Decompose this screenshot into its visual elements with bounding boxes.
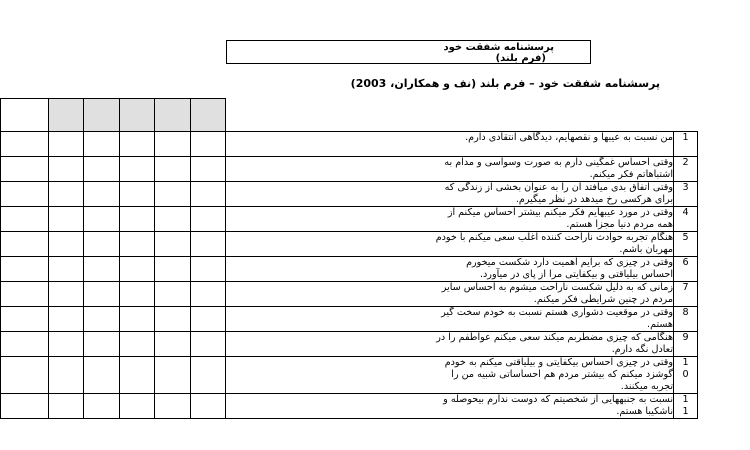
item-text-line: وقتی در مورد عیبهایم فکر میکنم بیشتر احساس میکنم از — [447, 207, 673, 218]
document-title: پرسشنامه شفقت خود — [443, 42, 554, 53]
answer-cell[interactable] — [84, 357, 120, 394]
answer-cell[interactable] — [84, 232, 120, 257]
item-number-digit: 1 — [682, 357, 689, 368]
item-text-line: من نسبت به عیبها و نقصهایم، دیدگاهی انتقادی دارم. — [465, 132, 673, 143]
item-text-line: احساس بیلیاقتی و بیکفایتی مرا از پای در میآورد. — [479, 269, 673, 280]
answer-cell[interactable] — [49, 394, 84, 419]
header-cell-shaded — [155, 99, 191, 132]
item-text — [226, 307, 674, 332]
answer-cell[interactable] — [84, 132, 120, 157]
item-number — [674, 307, 698, 332]
answer-cell[interactable] — [49, 232, 84, 257]
answer-cell[interactable] — [191, 307, 226, 332]
item-number-digit: 5 — [682, 232, 689, 243]
answer-cell[interactable] — [84, 394, 120, 419]
answer-cell[interactable] — [120, 282, 155, 307]
item-number-digit: 0 — [682, 369, 689, 380]
item-number — [674, 332, 698, 357]
item-text-line: وقتی اتفاق بدی میافتد آن را به عنوان بخشی از زندگی که — [444, 182, 673, 193]
answer-cell[interactable] — [191, 257, 226, 282]
item-text-line: تجربه میکنند. — [620, 381, 673, 392]
item-text-line: وقتی در موقعیت دشواری هستم نسبت به خودم سخت گیر — [441, 307, 673, 318]
item-number — [674, 132, 698, 157]
answer-cell[interactable] — [1, 232, 49, 257]
answer-cell[interactable] — [155, 332, 191, 357]
answer-cell[interactable] — [155, 182, 191, 207]
header-cell-blank — [1, 99, 49, 132]
answer-cell[interactable] — [84, 257, 120, 282]
item-text — [226, 207, 674, 232]
table-row — [1, 157, 698, 182]
answer-cell[interactable] — [120, 207, 155, 232]
item-text — [226, 332, 674, 357]
answer-cell[interactable] — [120, 132, 155, 157]
answer-cell[interactable] — [120, 232, 155, 257]
answer-cell[interactable] — [155, 357, 191, 394]
table-row — [1, 207, 698, 232]
answer-cell[interactable] — [120, 332, 155, 357]
answer-cell[interactable] — [49, 132, 84, 157]
questionnaire-heading: پرسشنامه شفقت خود – فرم بلند (نف و همکاران، 2003) — [350, 77, 660, 90]
item-number-digit: 1 — [682, 132, 689, 143]
answer-cell[interactable] — [155, 232, 191, 257]
item-text — [226, 357, 674, 394]
answer-cell[interactable] — [120, 307, 155, 332]
answer-cell[interactable] — [191, 232, 226, 257]
item-text — [226, 157, 674, 182]
answer-cell[interactable] — [155, 394, 191, 419]
header-cell-shaded — [191, 99, 226, 132]
document-subtitle: (فرم بلند) — [495, 53, 546, 64]
title-box — [226, 40, 591, 64]
answer-cell[interactable] — [49, 282, 84, 307]
answer-cell[interactable] — [84, 307, 120, 332]
answer-cell[interactable] — [155, 307, 191, 332]
item-text-line: مهربان باشم. — [619, 244, 673, 255]
answer-cell[interactable] — [1, 132, 49, 157]
answer-cell[interactable] — [84, 157, 120, 182]
item-text-line: وقتی در چیزی که برایم اهمیت دارد شکست میخورم — [466, 257, 673, 268]
item-number-digit: 2 — [682, 157, 689, 168]
answer-cell[interactable] — [120, 257, 155, 282]
header-cell-empty — [674, 99, 698, 132]
answer-cell[interactable] — [1, 257, 49, 282]
item-text — [226, 282, 674, 307]
answer-cell[interactable] — [1, 207, 49, 232]
answer-cell[interactable] — [49, 207, 84, 232]
header-cell-shaded — [49, 99, 84, 132]
answer-cell[interactable] — [49, 307, 84, 332]
header-cell-empty — [226, 99, 674, 132]
answer-cell[interactable] — [84, 182, 120, 207]
answer-cell[interactable] — [84, 282, 120, 307]
item-rows — [1, 132, 698, 419]
table-row — [1, 332, 698, 357]
item-text-line: نسبت به جنبههایی از شخصیتم که دوست ندارم بیحوصله و — [443, 394, 673, 405]
answer-cell[interactable] — [191, 357, 226, 394]
item-number-digit: 4 — [682, 207, 689, 218]
answer-cell[interactable] — [191, 132, 226, 157]
item-number-digit: 1 — [682, 394, 689, 405]
item-number — [674, 232, 698, 257]
item-text-line: زمانی که به دلیل شکست ناراحت میشوم به احساس سایر — [441, 282, 673, 293]
table-row — [1, 307, 698, 332]
answer-cell[interactable] — [120, 182, 155, 207]
table-row — [1, 282, 698, 307]
answer-cell[interactable] — [49, 257, 84, 282]
answer-cell[interactable] — [84, 207, 120, 232]
answer-cell[interactable] — [1, 394, 49, 419]
answer-cell[interactable] — [191, 332, 226, 357]
answer-cell[interactable] — [84, 332, 120, 357]
answer-cell[interactable] — [1, 307, 49, 332]
item-number — [674, 357, 698, 394]
item-text-line: همه مردم دنیا مجزا هستم. — [566, 219, 673, 230]
item-number — [674, 257, 698, 282]
table-row — [1, 257, 698, 282]
item-number-digit: 3 — [682, 182, 689, 193]
answer-cell[interactable] — [191, 207, 226, 232]
answer-cell[interactable] — [155, 282, 191, 307]
answer-cell[interactable] — [1, 182, 49, 207]
answer-cell[interactable] — [155, 207, 191, 232]
item-number — [674, 207, 698, 232]
answer-cell[interactable] — [155, 132, 191, 157]
answer-cell[interactable] — [1, 282, 49, 307]
item-text-line: اشتباهاتم فکر میکنم. — [589, 169, 673, 180]
item-text — [226, 257, 674, 282]
item-text-line: وقتی در چیزی احساس بیکفایتی و بیلیاقتی میکنم به خودم — [444, 357, 673, 368]
item-text-line: هنگامی که چیزی مضطربم میکند سعی میکنم عواطفم را در — [436, 332, 673, 343]
table-row — [1, 182, 698, 207]
answer-cell[interactable] — [49, 332, 84, 357]
item-number-digit: 6 — [682, 257, 689, 268]
table-row — [1, 394, 698, 419]
table-row — [1, 232, 698, 257]
answer-cell[interactable] — [191, 282, 226, 307]
answer-cell[interactable] — [120, 157, 155, 182]
answer-cell[interactable] — [1, 332, 49, 357]
answer-cell[interactable] — [155, 157, 191, 182]
item-text-line: گوشزد میکنم که بیشتر مردم هم احساساتی شبیه من را — [451, 369, 673, 380]
item-text-line: هنگام تجربه حوادث ناراحت کننده اغلب سعی میکنم با خودم — [435, 232, 673, 243]
item-number-digit: 9 — [682, 332, 689, 343]
item-text — [226, 132, 674, 157]
questionnaire-table — [0, 98, 698, 419]
item-text-line: ناشکیبا هستم. — [616, 406, 673, 417]
table-row — [1, 132, 698, 157]
item-text-line: برای هرکسی رخ میدهد در نظر میگیرم. — [515, 194, 673, 205]
header-cell-shaded — [84, 99, 120, 132]
answer-cell[interactable] — [155, 257, 191, 282]
answer-cell[interactable] — [49, 357, 84, 394]
item-number-digit: 1 — [682, 406, 689, 417]
answer-cell[interactable] — [120, 394, 155, 419]
answer-cell[interactable] — [191, 182, 226, 207]
item-text — [226, 182, 674, 207]
answer-cell[interactable] — [49, 182, 84, 207]
item-text-line: وقتی احساس غمگینی دارم به صورت وسواسی و مدام به — [444, 157, 673, 168]
header-cell-shaded — [120, 99, 155, 132]
item-number — [674, 282, 698, 307]
item-number-digit: 7 — [682, 282, 689, 293]
table-row — [1, 357, 698, 394]
item-text — [226, 394, 674, 419]
item-text-line: مردم در چنین شرایطی فکر میکنم. — [533, 294, 673, 305]
item-text-line: هستم. — [647, 319, 673, 330]
answer-cell[interactable] — [191, 394, 226, 419]
item-number — [674, 157, 698, 182]
item-text-line: تعادل نگه دارم. — [611, 344, 673, 355]
item-number-digit: 8 — [682, 307, 689, 318]
item-number — [674, 182, 698, 207]
item-text — [226, 232, 674, 257]
answer-cell[interactable] — [1, 357, 49, 394]
answer-cell[interactable] — [120, 357, 155, 394]
header-row — [1, 99, 698, 132]
answer-cell[interactable] — [49, 157, 84, 182]
answer-cell[interactable] — [191, 157, 226, 182]
item-number — [674, 394, 698, 419]
answer-cell[interactable] — [1, 157, 49, 182]
